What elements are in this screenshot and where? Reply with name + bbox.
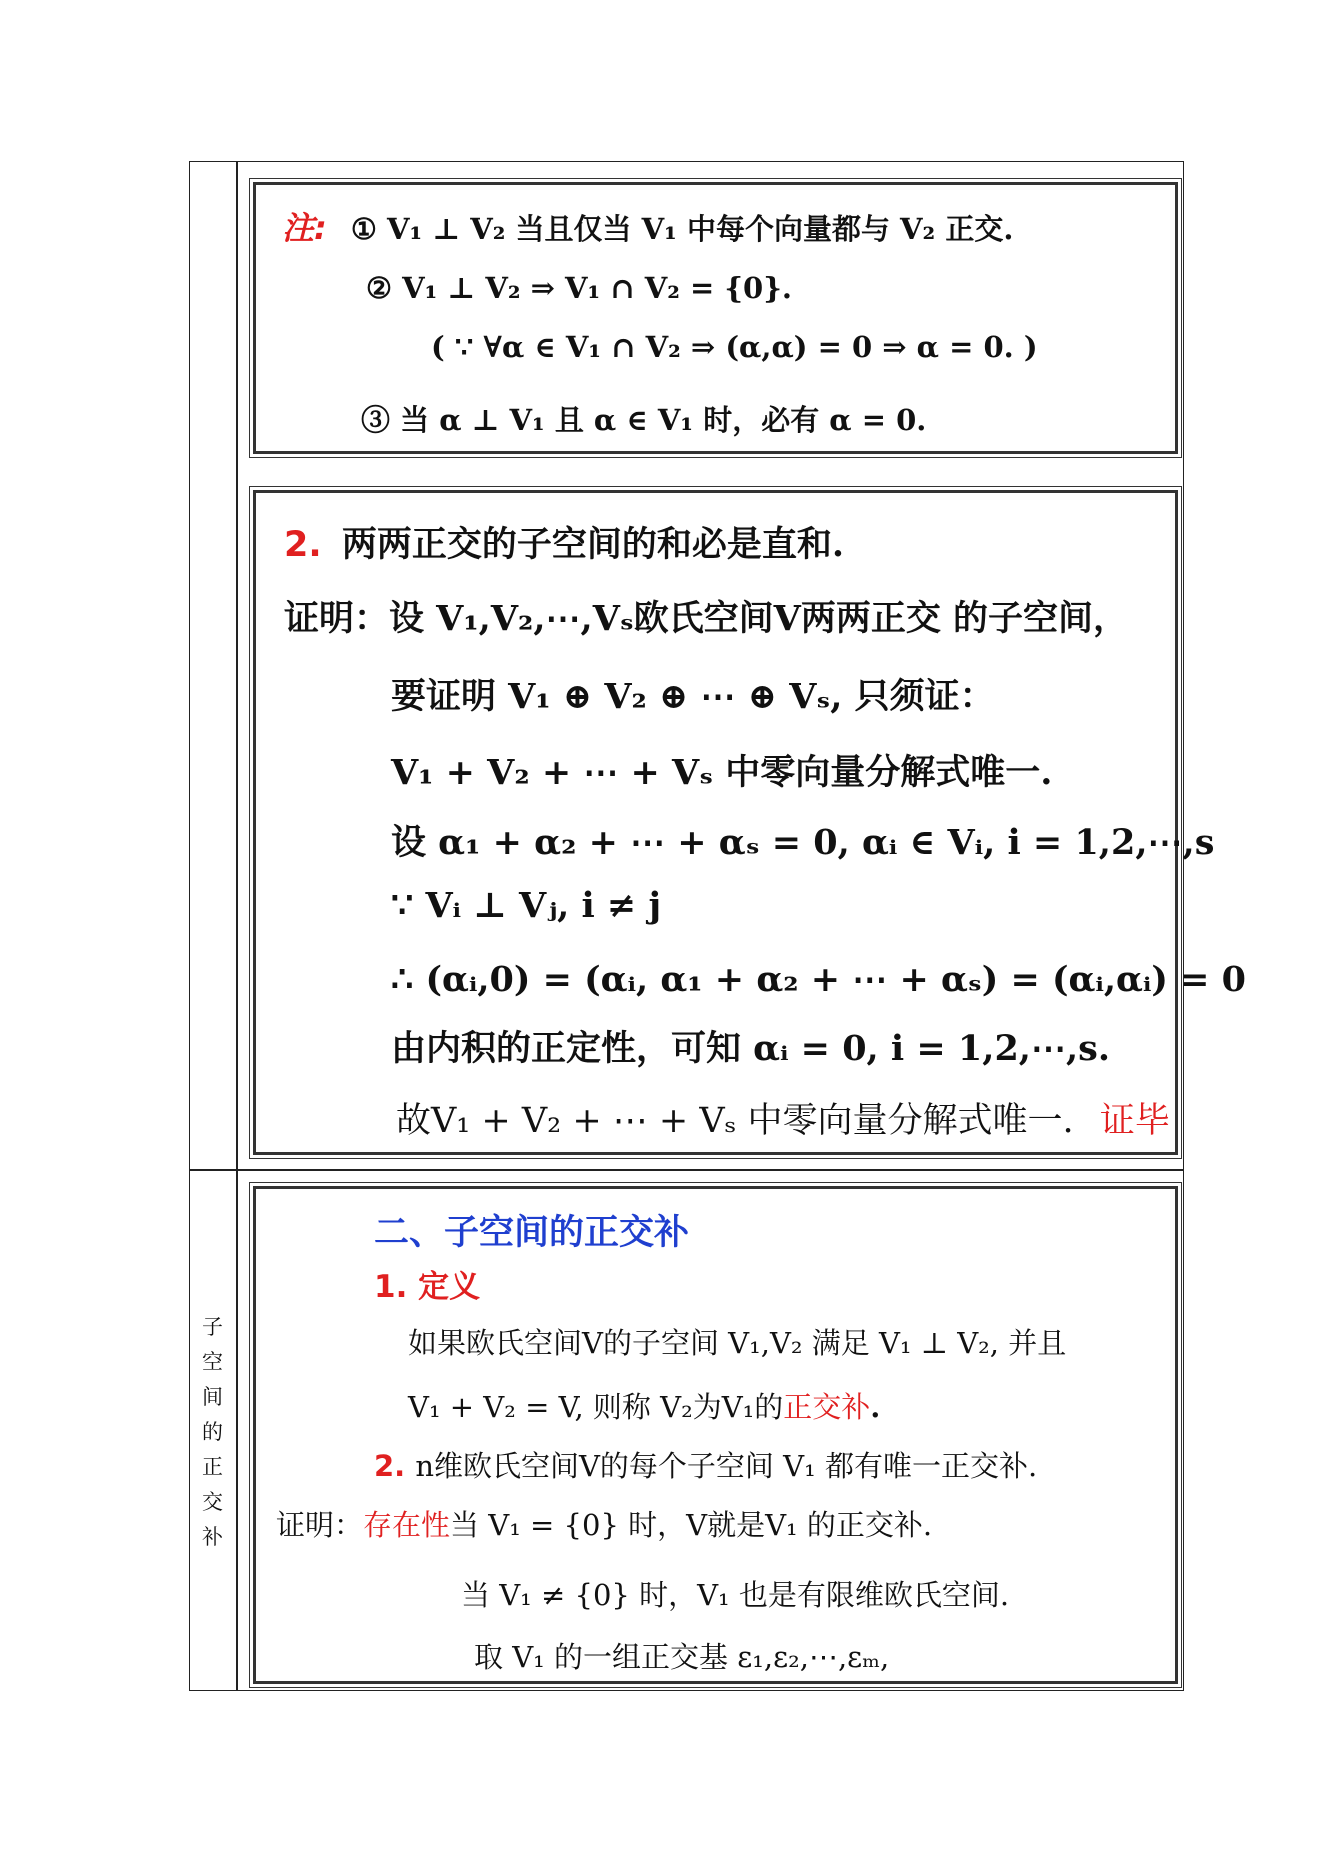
proof-line-7: 由内积的正定性，可知 αᵢ = 0, i = 1,2,⋯,s.: [391, 1028, 1111, 1069]
basis-line: 取 V₁ 的一组正交基 ε₁,ε₂,⋯,εₘ,: [474, 1640, 890, 1674]
theorem-title: 两两正交的子空间的和必是直和.: [341, 524, 845, 565]
existence-text: 当 V₁ = {0} 时，V就是V₁ 的正交补.: [450, 1508, 933, 1542]
side-char: 子: [202, 1315, 223, 1339]
side-char: 的: [202, 1420, 223, 1444]
theorem-2-number: 2.: [374, 1449, 406, 1483]
note-line-1: [282, 203, 1013, 249]
proof-line-1: 证明：设 V₁,V₂,⋯,Vₛ欧氏空间V两两正交 的子空间，: [284, 598, 1129, 639]
proof-line-4: 设 α₁ + α₂ + ⋯ + αₛ = 0, αᵢ ∈ Vᵢ, i = 1,2,⋯,s: [391, 822, 1215, 863]
theorem-2-line: [374, 1444, 1037, 1485]
existence-line: [276, 1503, 932, 1544]
theorem-number: 2.: [284, 525, 322, 565]
side-label: [189, 1310, 236, 1555]
definition-line-2: [408, 1385, 880, 1426]
note-line-2: ② V₁ ⊥ V₂ ⇒ V₁ ∩ V₂ = {0}.: [366, 271, 792, 305]
note-text-1: ① V₁ ⊥ V₂ 当且仅当 V₁ 中每个向量都与 V₂ 正交.: [350, 212, 1014, 246]
side-char: 交: [202, 1490, 223, 1514]
definition-term: 正交补: [783, 1390, 871, 1424]
existence-label: 存在性: [363, 1508, 451, 1542]
note-tag: 注:: [282, 209, 327, 247]
theorem-box: [253, 490, 1246, 1155]
proof-line-5: ∵ Vᵢ ⊥ Vⱼ, i ≠ j: [391, 885, 662, 926]
definition-title: 1. 定义: [374, 1269, 481, 1305]
note-line-4: ③ 当 α ⊥ V₁ 且 α ∈ V₁ 时，必有 α = 0.: [361, 403, 927, 437]
note-line-3: ( ∵ ∀α ∈ V₁ ∩ V₂ ⇒ (α,α) = 0 ⇒ α = 0. ): [431, 330, 1038, 364]
notes-box: [253, 182, 1178, 454]
table-column-divider: [236, 161, 238, 1691]
theorem-2-text: n维欧氏空间V的每个子空间 V₁ 都有唯一正交补.: [415, 1449, 1038, 1483]
theorem-title-line: [284, 517, 844, 567]
side-char: 正: [202, 1455, 223, 1479]
side-char: 间: [202, 1385, 223, 1409]
proof-line-6: ∴ (αᵢ,0) = (αᵢ, α₁ + α₂ + ⋯ + αₛ) = (αᵢ,αᵢ) = 0: [391, 959, 1246, 1000]
side-char: 补: [202, 1525, 223, 1549]
side-char: 空: [202, 1350, 223, 1374]
definition-line-1: 如果欧氏空间V的子空间 V₁,V₂ 满足 V₁ ⊥ V₂, 并且: [408, 1326, 1067, 1360]
proof-line-3: V₁ + V₂ + ⋯ + Vₛ 中零向量分解式唯一.: [391, 752, 1053, 793]
section-heading: 二、子空间的正交补: [374, 1213, 690, 1253]
proof-line-8: [396, 1093, 1170, 1143]
proof-end-mark: 证毕: [1099, 1101, 1170, 1141]
proof-label: 证明：: [276, 1508, 364, 1542]
nonzero-case-line: 当 V₁ ≠ {0} 时，V₁ 也是有限维欧氏空间.: [461, 1578, 1010, 1612]
table-row-divider: [189, 1169, 1184, 1171]
complement-box: [253, 1186, 1178, 1684]
definition-period: .: [870, 1390, 881, 1424]
proof-line-2: 要证明 V₁ ⊕ V₂ ⊕ ⋯ ⊕ Vₛ, 只须证：: [391, 676, 995, 717]
definition-text: V₁ + V₂ = V, 则称 V₂为V₁的: [408, 1390, 784, 1424]
proof-conclusion: 故V₁ + V₂ + ⋯ + Vₛ 中零向量分解式唯一.: [396, 1101, 1074, 1141]
